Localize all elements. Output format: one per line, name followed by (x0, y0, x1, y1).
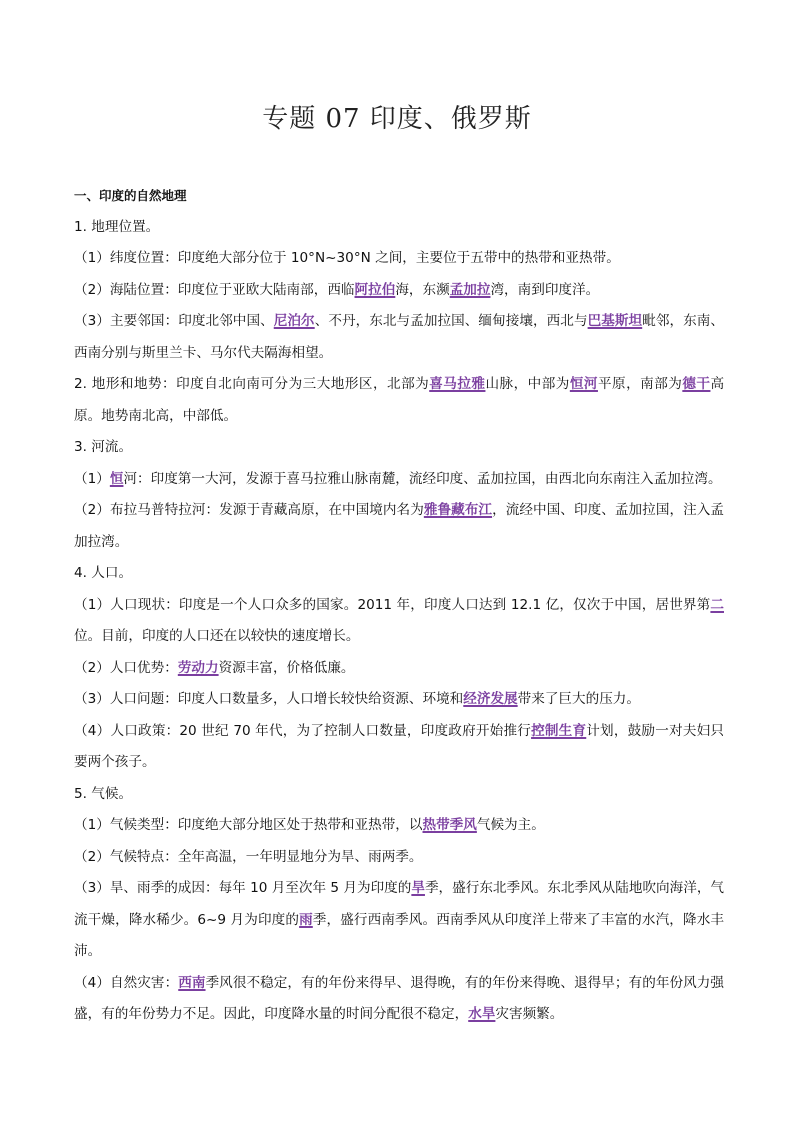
p-seasons (74, 873, 724, 968)
p-disasters (74, 968, 724, 1031)
paragraph-text: 季，盛行东北季风。东北季风从陆地吹向海洋，气流干燥，降水稀少。6~9 月为印度的 (74, 880, 725, 928)
p-ganges (74, 464, 724, 496)
paragraph-text: 平原，南部为 (597, 376, 683, 392)
paragraph-text: （1）气候类型：印度绝大部分地区处于热带和亚热带，以 (74, 817, 423, 833)
paragraph-text: （4）自然灾害： (74, 974, 179, 991)
paragraph-text: （3）人口问题：印度人口数量多，人口增长较快给资源、环境和 (74, 691, 464, 707)
keyword-answer: 劳动力 (177, 659, 219, 676)
keyword-answer: 雅鲁藏布江 (423, 502, 493, 518)
paragraph-text: （4）人口政策：20 世纪 70 年代，为了控制人口数量，印度政府开始推行 (74, 722, 532, 739)
paragraph-text: 计划，鼓励一对夫妇只要两个孩子。 (74, 722, 724, 770)
paragraph-text: （2）气候特点：全年高温，一年明显地分为旱、雨两季。 (74, 848, 423, 865)
p-climate-type (74, 810, 724, 842)
keyword-answer: 雨 (299, 911, 313, 928)
keyword-answer: 恒河 (569, 376, 598, 392)
keyword-answer: 水旱 (468, 1006, 496, 1022)
paragraph-text: ，流经中国、印度、孟加拉国，注入孟加拉湾。 (74, 502, 725, 550)
keyword-answer: 阿拉伯 (354, 281, 396, 298)
p-population (74, 558, 724, 590)
paragraph-text: （1）人口现状：印度是一个人口众多的国家。2011 年，印度人口达到 12.1 亿，仅次于中国，居世界第 (74, 596, 711, 613)
paragraph-text: 湾，南到印度洋。 (490, 281, 600, 298)
paragraph-text: 、不丹，东北与孟加拉国、缅甸接壤，西北与 (314, 313, 588, 329)
paragraph-text: 2. 地形和地势：印度自北向南可分为三大地形区，北部为 (74, 376, 430, 392)
section-heading: 一、印度的自然地理 (74, 188, 187, 203)
document-body (74, 180, 724, 1031)
keyword-answer: 热带季风 (422, 817, 477, 833)
paragraph-text: 资源丰富，价格低廉。 (218, 659, 355, 676)
keyword-answer: 西南 (178, 974, 206, 991)
keyword-answer: 恒 (109, 470, 124, 487)
paragraph-text: （1）纬度位置：印度绝大部分位于 10°N~30°N 之间，主要位于五带中的热带和亚热带。 (74, 250, 620, 266)
paragraph-text: 季风很不稳定，有的年份来得早、退得晚，有的年份来得晚、退得早；有的年份风力强盛，有的年份势力不足。因此，印度降水量的时间分配很不稳定， (74, 974, 725, 1022)
p-land-sea (74, 275, 724, 307)
keyword-answer: 旱 (411, 880, 425, 896)
keyword-answer: 尼泊尔 (273, 313, 315, 329)
paragraph-text: 5. 气候。 (74, 785, 133, 802)
p-terrain (74, 369, 724, 432)
page-title: 专题 07 印度、俄罗斯 (262, 104, 532, 134)
keyword-answer: 经济发展 (463, 691, 518, 707)
p-brahmaputra (74, 495, 724, 558)
paragraph-text: （2）海陆位置：印度位于亚欧大陆南部，西临 (74, 281, 355, 298)
paragraph-text: 河：印度第一大河，发源于喜马拉雅山脉南麓，流经印度、孟加拉国，由西北向东南注入孟加拉湾。 (123, 470, 722, 487)
keyword-answer: 二 (710, 596, 724, 613)
p-pop-problem (74, 684, 724, 716)
p-pop-policy (74, 716, 724, 779)
p-geo-position (74, 212, 724, 244)
paragraph-text: （3）主要邻国：印度北邻中国、 (74, 313, 274, 329)
keyword-answer: 喜马拉雅 (429, 376, 486, 392)
p-pop-status (74, 590, 724, 653)
paragraph-text: （1） (74, 470, 110, 487)
p-neighbors (74, 306, 724, 369)
paragraph-text: （3）旱、雨季的成因：每年 10 月至次年 5 月为印度的 (74, 880, 412, 896)
paragraph-text: 山脉，中部为 (485, 376, 570, 392)
paragraph-text: 带来了巨大的压力。 (517, 691, 640, 707)
paragraph-text: 毗邻，东南、西南分别与斯里兰卡、马尔代夫隔海相望。 (74, 313, 725, 361)
keyword-answer: 德干 (682, 376, 711, 392)
paragraph-text: 1. 地理位置。 (74, 218, 160, 235)
paragraph-text: （2）人口优势： (74, 659, 178, 676)
p-latitude (74, 243, 724, 275)
p-climate-features (74, 842, 724, 874)
paragraph-text: 海，东濒 (395, 281, 450, 298)
paragraph-text: 位。目前，印度的人口还在以较快的速度增长。 (74, 628, 360, 644)
keyword-answer: 控制生育 (531, 722, 587, 739)
paragraph-text: 气候为主。 (476, 817, 545, 833)
paragraph-text: 灾害频繁。 (495, 1006, 564, 1022)
paragraph-text: 3. 河流。 (74, 439, 133, 455)
p-rivers (74, 432, 724, 464)
paragraph-text: 高原。地势南北高，中部低。 (74, 376, 725, 424)
paragraph-text: （2）布拉马普特拉河：发源于青藏高原，在中国境内名为 (74, 502, 424, 518)
paragraph-text: 季，盛行西南季风。西南季风从印度洋上带来了丰富的水汽，降水丰沛。 (74, 911, 725, 959)
paragraph-text: 4. 人口。 (74, 565, 133, 581)
keyword-answer: 孟加拉 (449, 281, 491, 298)
p-pop-advantage (74, 653, 724, 685)
p-climate (74, 779, 724, 811)
keyword-answer: 巴基斯坦 (587, 313, 643, 329)
